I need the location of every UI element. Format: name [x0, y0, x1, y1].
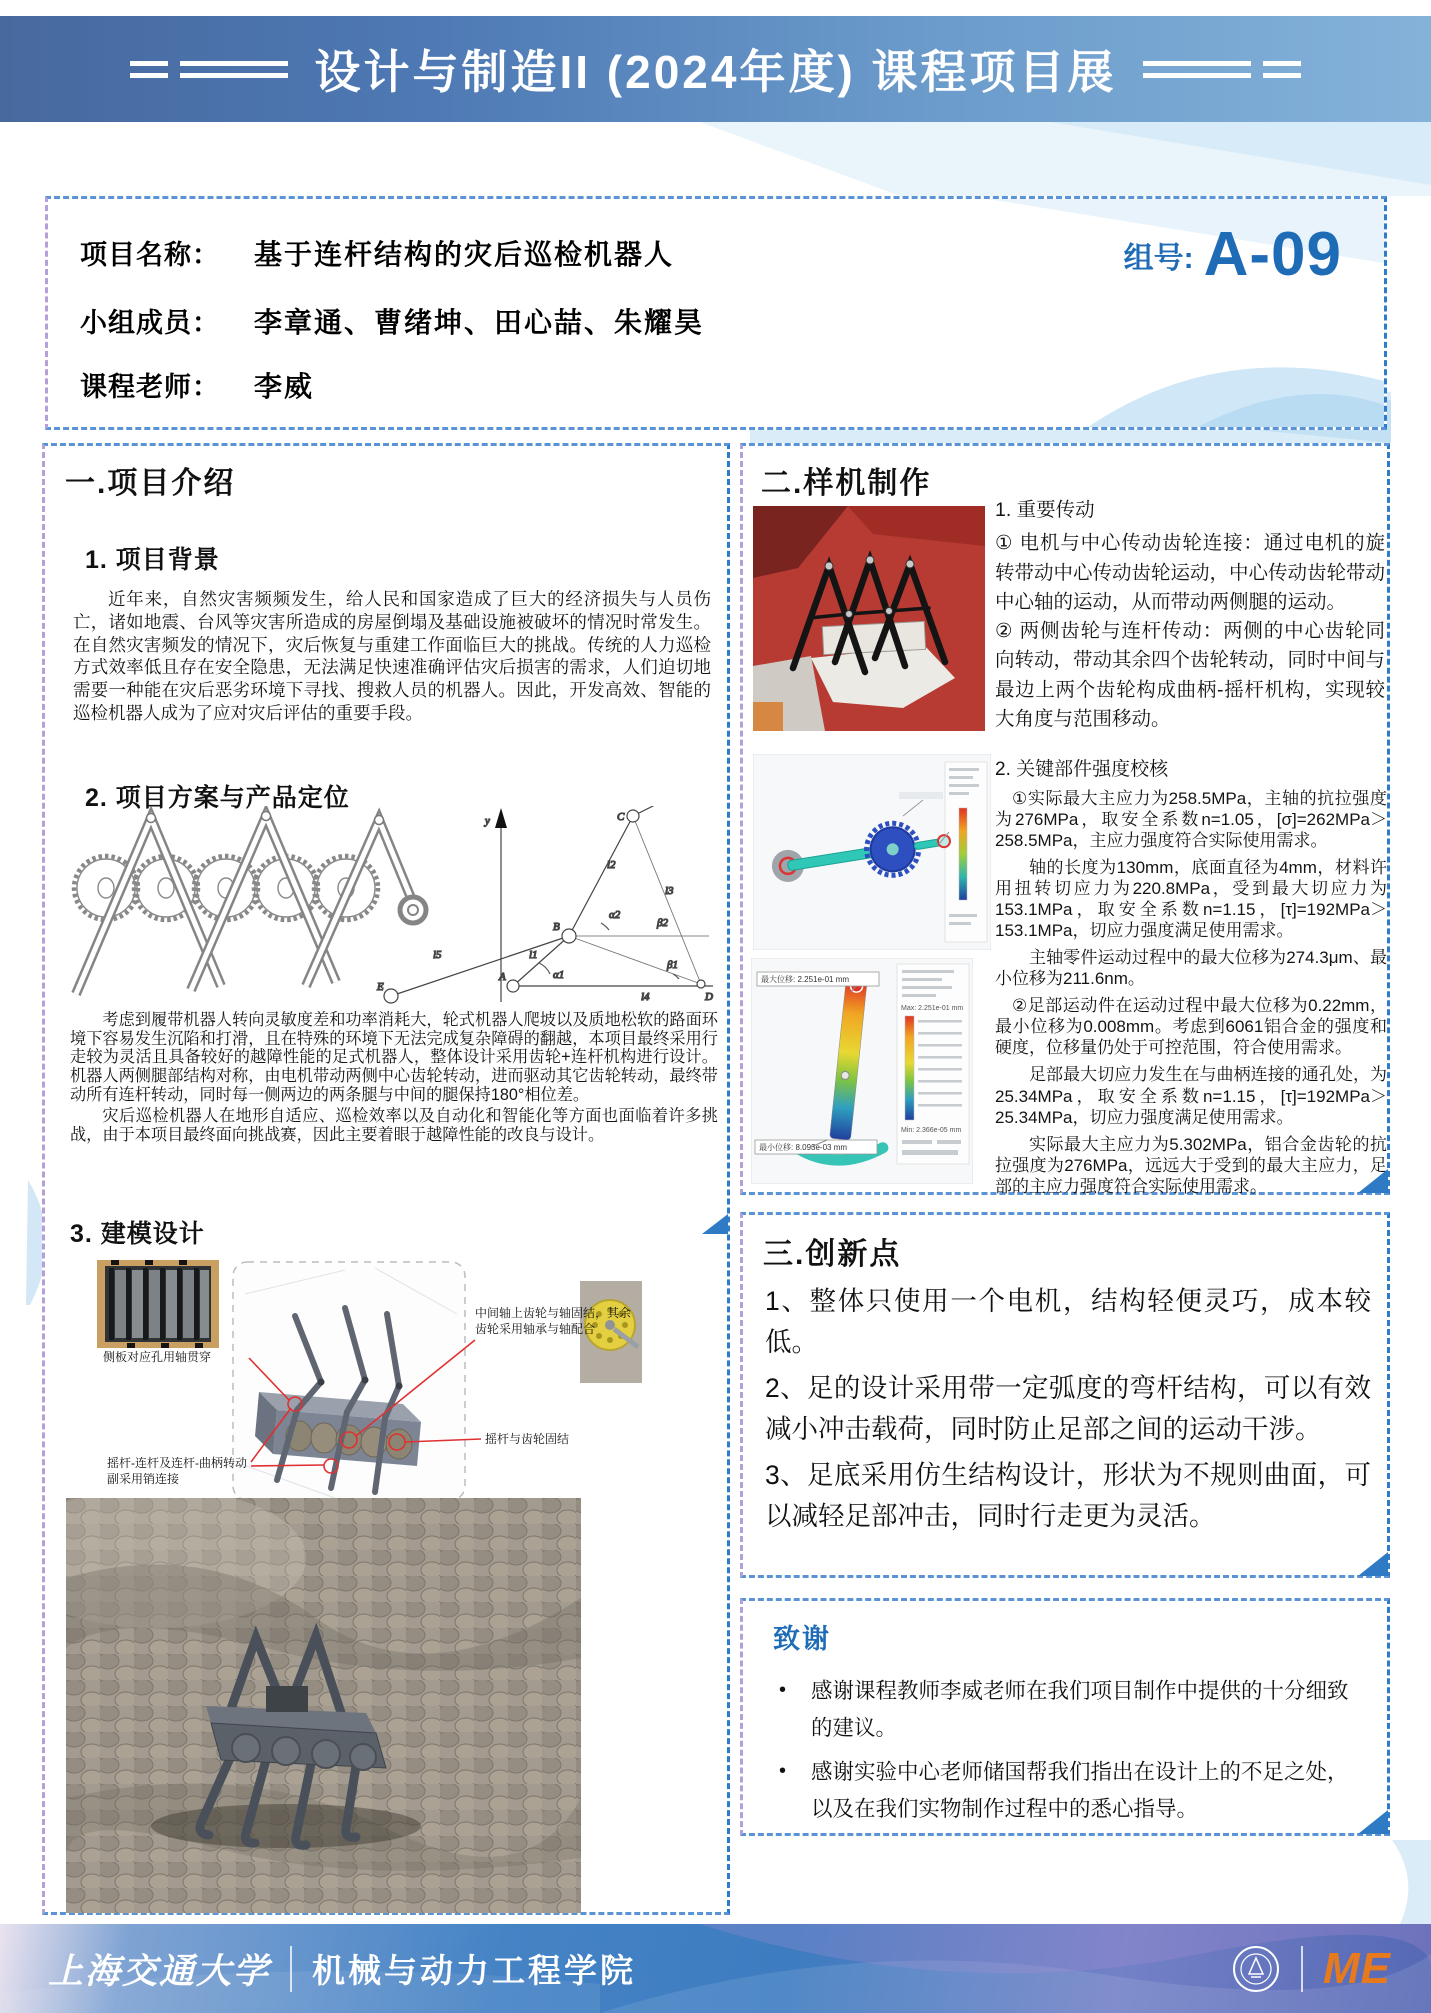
strength-paragraph-2: 轴的长度为130mm，底面直径为4mm，材料许用扭转切应力为220.8MPa，受到最大切应力为153.1MPa，取安全系数n=1.15，[τ]=192MPa＞153.1MPa，切应力强度满足使用需求。: [995, 857, 1387, 941]
kin-label-a1: α1: [553, 969, 565, 981]
kin-label-l3: l3: [665, 885, 674, 897]
modeling-design-figure: [45, 1254, 705, 1506]
group-number-block: [1124, 219, 1342, 290]
fea-leg-screenshot: [751, 958, 973, 1189]
project-info-box: [45, 196, 1387, 430]
group-number-value: A-09: [1203, 220, 1342, 289]
background-paragraph: 近年来，自然灾害频频发生，给人民和国家造成了巨大的经济损失与人员伤亡，诸如地震、台风等灾害所造成的房屋倒塌及基础设施被破坏的情况时常发生。在自然灾害频发的情况下，灾后恢复与重建工作面临巨大的挑战。传统的人力巡检方式效率低且存在安全隐患，无法满足快速准确评估灾后损害的需求，人们迫切地需要一种能在灾后恶劣环境下寻找、搜救人员的机器人。因此，开发高效、智能的巡检机器人成为了应对灾后评估的重要手段。: [73, 589, 711, 723]
strength-paragraph-4: ②足部运动件在运动过程中最大位移为0.22mm，最小位移为0.008mm。考虑到6061铝合金的强度和硬度，位移量仍处于可控范围，符合使用需求。: [995, 996, 1387, 1058]
project-name-row: [80, 233, 674, 273]
robot-field-photo: [66, 1498, 581, 1918]
kin-label-b1: β1: [667, 959, 678, 971]
drive-title: 1. 重要传动: [995, 499, 1095, 521]
corner-triangle-icon: [1358, 1552, 1388, 1576]
section3-title: 三.创新点: [763, 1238, 902, 1271]
section-acknowledgement-box: [740, 1598, 1390, 1836]
team-members-value: 李章通、曹绪坤、田心喆、朱耀昊: [254, 307, 705, 338]
edge-triangle-icon: [702, 1214, 728, 1234]
section-innovation-box: [740, 1212, 1390, 1578]
strength-text-column: [995, 758, 1387, 1203]
label-rocker-gear: 摇杆与齿轮固结: [485, 1432, 570, 1446]
header-right-lines-icon: [1143, 61, 1301, 78]
footer-logos: [1231, 1944, 1391, 1994]
kin-label-C: C: [617, 811, 625, 823]
fea-shaft-screenshot: [753, 754, 991, 955]
teacher-value: 李威: [254, 371, 315, 402]
prototype-photo: [753, 506, 985, 731]
label-side-plate: 侧板对应孔用轴贯穿: [103, 1350, 212, 1364]
poster-footer: [0, 1924, 1431, 2013]
university-seal-icon: [1231, 1944, 1281, 1994]
kin-label-y: y: [485, 815, 490, 827]
cad-model-drawing: [233, 1262, 465, 1500]
drive-text-column: [995, 496, 1385, 734]
poster-header: [0, 16, 1431, 122]
teacher-label: 课程老师：: [80, 372, 220, 402]
background-subtitle: 1. 项目背景: [85, 546, 220, 574]
fea-legend-min: Min: 2.366e-05 mm: [901, 1127, 962, 1134]
fea-shaft-drawing: [753, 754, 991, 950]
kin-label-a2: α2: [609, 909, 621, 921]
teacher-row: [80, 365, 314, 405]
robot-field-photo-drawing: [66, 1498, 581, 1913]
label-mid-axle: 中间轴上齿轮与轴固结，其余齿轮采用轴承与轴配合: [475, 1306, 632, 1336]
project-name-value: 基于连杆结构的灾后巡检机器人: [254, 239, 675, 270]
poster-title: 设计与制造II (2024年度) 课程项目展: [314, 46, 1117, 98]
drive-paragraph-1: ① 电机与中心传动齿轮连接：通过电机的旋转带动中心传动齿轮运动，中心传动齿轮带动中心轴的运动，从而带动两侧腿的运动。: [995, 532, 1386, 613]
acknowledgement-item: • 感谢课程教师李威老师在我们项目制作中提供的十分细致的建议。: [771, 1673, 1363, 1746]
innovation-point-2: 2、足的设计采用带一定弧度的弯杆结构，可以有效减小冲击载荷，同时防止足部之间的运动干涉。: [765, 1373, 1371, 1445]
team-members-row: [80, 301, 704, 341]
footer-divider: [290, 1946, 292, 1992]
mechanism-and-kinematic-diagram: [61, 806, 719, 1006]
innovation-point-1: 1、整体只使用一个电机，结构轻便灵巧，成本较低。: [765, 1286, 1371, 1358]
group-number-label: 组号:: [1123, 241, 1194, 275]
drive-paragraph-2: ② 两侧齿轮与连杆传动：两侧的中心齿轮同向转动，带动其余四个齿轮转动，同时中间与最边上两个齿轮构成曲柄-摇杆机构，实现较大角度与范围移动。: [995, 620, 1386, 730]
acknowledgement-item: • 感谢实验中心老师储国帮我们指出在设计上的不足之处，以及在我们实物制作过程中的悉心指导。: [771, 1754, 1363, 1827]
fea-callout-max: 最大位移: 2.251e-01 mm: [761, 975, 850, 984]
section-prototype-box: [740, 443, 1390, 1195]
plan-paragraph-2: 灾后巡检机器人在地形自适应、巡检效率以及自动化和智能化等方面也面临着许多挑战，由于本项目最终面向挑战赛，因此主要着眼于越障性能的改良与设计。: [70, 1107, 718, 1144]
project-name-label: 项目名称：: [80, 240, 220, 270]
innovation-points: [765, 1281, 1371, 1542]
plan-paragraphs: [70, 1011, 718, 1147]
kin-label-E: E: [377, 981, 384, 993]
gear-train-drawing: [74, 812, 426, 995]
acknowledgement-list: [771, 1673, 1363, 1835]
corner-triangle-icon: [1358, 1169, 1388, 1193]
corner-triangle-icon: [1358, 1810, 1388, 1834]
fea-callout-min: 最小位移: 8.093e-03 mm: [759, 1143, 848, 1152]
header-left-lines-icon: [130, 61, 288, 78]
section-intro-box: [42, 443, 730, 1915]
plan-paragraph-1: 考虑到履带机器人转向灵敏度差和功率消耗大，轮式机器人爬坡以及质地松软的路面环境下容易发生沉陷和打滑，且在特殊的环境下无法完成复杂障碍的翻越，本项目最终采用行走较为灵活且具备较好的越障性能的足式机器人，整体设计采用齿轮+连杆机构进行设计。机器人两侧腿部结构对称，由电机带动两侧中心齿轮转动，进而驱动其它齿轮转动，最终带动所有连杆转动，同时每一侧两边的两条腿与中间的腿保持180°相位差。: [70, 1011, 718, 1104]
kin-label-l1: l1: [529, 949, 538, 961]
chassis-photo: [97, 1260, 219, 1348]
kin-label-A: A: [499, 971, 506, 983]
kin-label-l4: l4: [641, 991, 650, 1003]
kin-label-B: B: [553, 921, 560, 933]
school-name: 机械与动力工程学院: [312, 1952, 637, 1989]
kin-label-b2: β2: [657, 917, 668, 929]
kin-label-l2: l2: [607, 859, 616, 871]
team-members-label: 小组成员：: [80, 308, 220, 338]
fea-legend-max: Max: 2.251e-01 mm: [901, 1005, 964, 1012]
fea-leg-drawing: [751, 958, 973, 1184]
acknowledgement-title: 致谢: [773, 1624, 831, 1654]
me-logo: ME: [1323, 1943, 1391, 1993]
strength-paragraph-1: ①实际最大主应力为258.5MPa，主轴的抗拉强度为276MPa，取安全系数n=1.05，[σ]=262MPa＞258.5MPa，主应力强度符合实际使用需求。: [995, 788, 1387, 850]
modeling-subtitle: 3. 建模设计: [70, 1220, 205, 1248]
strength-paragraph-6: 实际最大主应力为5.302MPa，铝合金齿轮的抗拉强度为276MPa，远远大于受到的最大主应力，足部的主应力强度符合实际使用需求。: [995, 1134, 1387, 1196]
footer-divider: [1301, 1946, 1303, 1992]
section2-title: 二.样机制作: [761, 467, 932, 500]
strength-paragraph-5: 足部最大切应力发生在与曲柄连接的通孔处，为25.34MPa，取安全系数n=1.15，[τ]=192MPa＞25.34MPa，切应力强度满足使用需求。: [995, 1065, 1387, 1127]
section1-title: 一.项目介绍: [65, 467, 236, 500]
plan-subtitle: 2. 项目方案与产品定位: [85, 784, 350, 812]
kin-label-l5: l5: [433, 949, 442, 961]
strength-paragraph-3: 主轴零件运动过程中的最大位移为274.3μm、最小位移为211.6nm。: [995, 948, 1387, 989]
kin-label-D: D: [705, 991, 713, 1003]
label-pin-joint: 摇杆-连杆及连杆-曲柄转动副采用销连接: [107, 1456, 247, 1486]
innovation-point-3: 3、足底采用仿生结构设计，形状为不规则曲面，可以减轻足部冲击，同时行走更为灵活。: [765, 1460, 1371, 1532]
strength-title: 2. 关键部件强度校核: [995, 759, 1169, 780]
university-name: 上海交通大学: [48, 1950, 271, 1992]
